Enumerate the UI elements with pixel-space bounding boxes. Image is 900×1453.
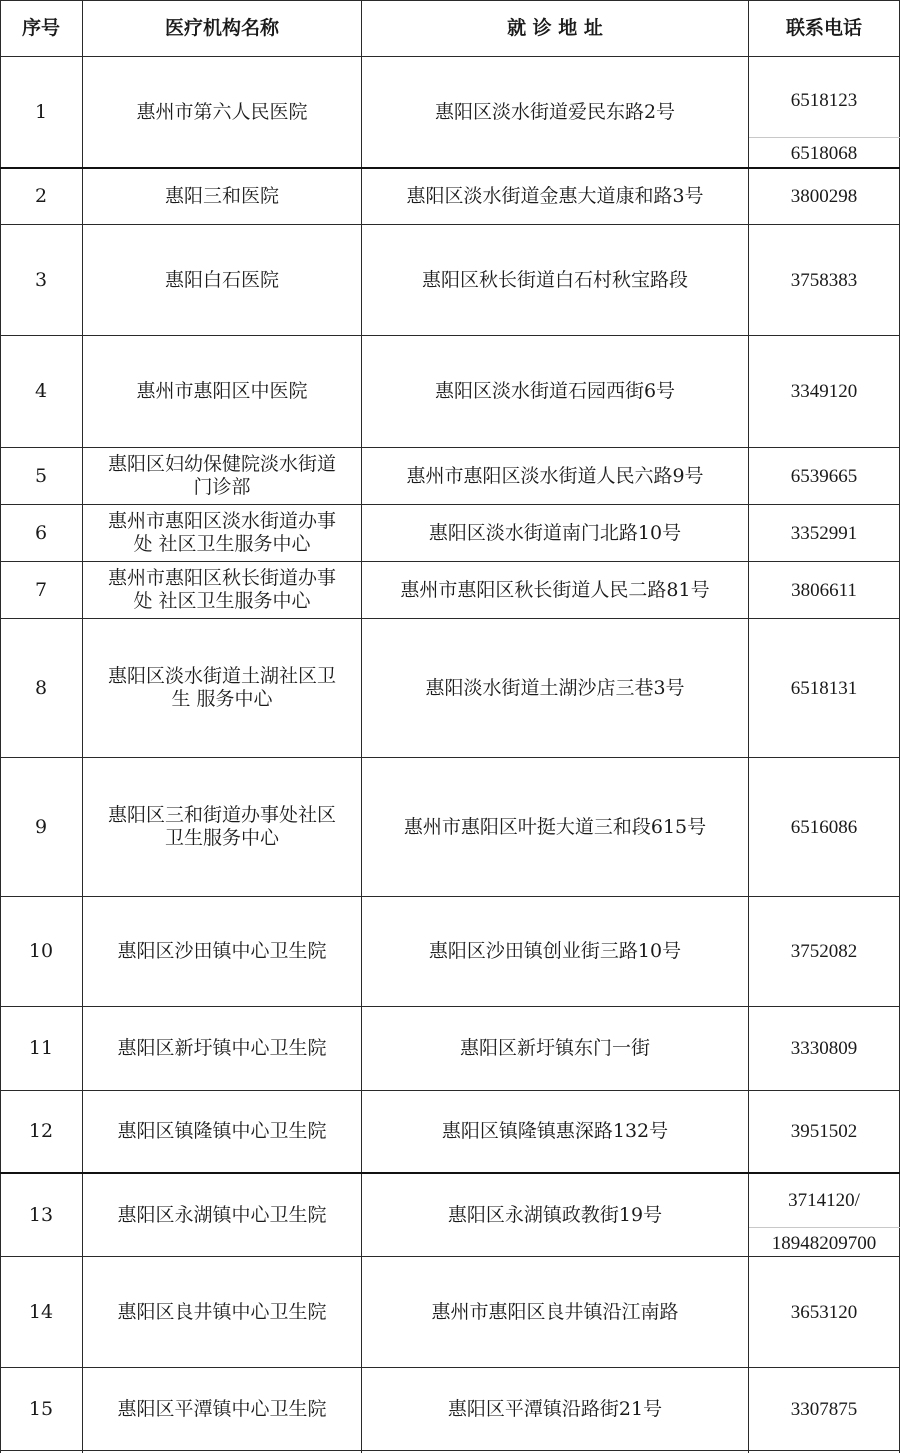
institution-address: 惠阳区平潭镇沿路街21号 xyxy=(447,1397,663,1420)
phone-number: 3758383 xyxy=(790,269,858,291)
row-index: 13 xyxy=(28,1203,54,1226)
row-index: 7 xyxy=(34,578,48,601)
institution-name-line2: 生 服务中心 xyxy=(171,688,273,710)
header-index: 序号 xyxy=(21,17,60,39)
institution-name: 惠州市第六人民医院 xyxy=(136,100,308,123)
institution-name: 惠阳区平潭镇中心卫生院 xyxy=(117,1397,327,1420)
phone-number: 3951502 xyxy=(790,1121,858,1142)
phone-subdivider xyxy=(749,1227,900,1228)
phone-number: 3653120 xyxy=(790,1301,858,1323)
row-index: 3 xyxy=(34,268,48,291)
row-index: 14 xyxy=(28,1300,54,1323)
institution-address: 惠州市惠阳区淡水街道人民六路9号 xyxy=(406,464,704,487)
phone-number: 6539665 xyxy=(790,465,858,487)
institution-name-line1: 惠州市惠阳区秋长街道办事 xyxy=(107,567,336,589)
phone-number: 6518131 xyxy=(790,677,858,699)
institution-address: 惠州市惠阳区秋长街道人民二路81号 xyxy=(400,578,710,601)
institution-name-line1: 惠阳区三和街道办事处社区 xyxy=(107,804,336,826)
institution-name-line2: 处 社区卫生服务中心 xyxy=(133,590,311,612)
row-index: 6 xyxy=(34,521,48,544)
row-index: 2 xyxy=(34,185,48,207)
header-address: 就 诊 地 址 xyxy=(507,17,603,39)
institution-address: 惠阳区秋长街道白石村秋宝路段 xyxy=(421,268,688,291)
institution-address: 惠阳区淡水街道石园西街6号 xyxy=(434,380,676,402)
institution-name-line2: 处 社区卫生服务中心 xyxy=(133,533,311,555)
institution-address: 惠阳区淡水街道金惠大道康和路3号 xyxy=(406,185,704,207)
institution-name xyxy=(83,562,361,618)
row-index: 12 xyxy=(28,1120,54,1142)
institution-name-line2: 卫生服务中心 xyxy=(164,827,279,849)
phone-subdivider xyxy=(749,137,900,138)
phone-number: 3806611 xyxy=(791,579,857,601)
institution-name xyxy=(83,505,361,561)
institution-address: 惠州市惠阳区叶挺大道三和段615号 xyxy=(403,815,707,838)
institution-name xyxy=(83,448,361,504)
phone-number: 3330809 xyxy=(790,1038,858,1059)
phone-number: 3352991 xyxy=(790,522,858,544)
row-index: 15 xyxy=(28,1397,54,1420)
phone-number: 6518123 xyxy=(790,89,858,111)
institution-address: 惠阳淡水街道土湖沙店三巷3号 xyxy=(425,676,685,699)
phone-number: 3752082 xyxy=(790,941,858,962)
institution-name-line2: 门诊部 xyxy=(193,476,251,498)
institution-address: 惠州市惠阳区良井镇沿江南路 xyxy=(431,1300,679,1323)
institution-name xyxy=(83,758,361,896)
institution-name: 惠阳区良井镇中心卫生院 xyxy=(117,1300,327,1323)
row-index: 11 xyxy=(28,1037,54,1059)
institution-name-line1: 惠阳区妇幼保健院淡水街道 xyxy=(107,453,336,475)
table-border-bottom xyxy=(0,1450,900,1451)
institution-address: 惠阳区沙田镇创业街三路10号 xyxy=(428,940,682,962)
institution-name-line1: 惠阳区淡水街道土湖社区卫 xyxy=(107,665,336,687)
phone-number-secondary: 18948209700 xyxy=(771,1232,877,1254)
row-index: 8 xyxy=(34,676,48,699)
institution-address: 惠阳区镇隆镇惠深路132号 xyxy=(441,1120,669,1142)
institution-name-line1: 惠州市惠阳区淡水街道办事 xyxy=(107,510,336,532)
institution-name: 惠州市惠阳区中医院 xyxy=(136,380,308,402)
phone-number: 3714120/ xyxy=(788,1189,860,1211)
institution-name xyxy=(83,619,361,757)
institution-name: 惠阳区新圩镇中心卫生院 xyxy=(117,1037,327,1059)
row-index: 4 xyxy=(34,380,48,402)
row-index: 1 xyxy=(34,100,48,123)
institution-name: 惠阳区沙田镇中心卫生院 xyxy=(117,940,327,962)
institution-address: 惠阳区新圩镇东门一街 xyxy=(459,1037,650,1059)
institution-name: 惠阳区永湖镇中心卫生院 xyxy=(117,1203,327,1226)
institution-address: 惠阳区永湖镇政教街19号 xyxy=(447,1203,663,1226)
institution-address: 惠阳区淡水街道爱民东路2号 xyxy=(434,100,676,123)
row-index: 5 xyxy=(34,464,48,487)
institution-name: 惠阳三和医院 xyxy=(164,185,279,207)
phone-number: 3307875 xyxy=(790,1398,858,1420)
institution-name: 惠阳白石医院 xyxy=(164,268,279,291)
header-name: 医疗机构名称 xyxy=(164,17,279,39)
institution-address: 惠阳区淡水街道南门北路10号 xyxy=(428,521,682,544)
row-index: 9 xyxy=(34,815,48,838)
header-phone: 联系电话 xyxy=(785,17,862,39)
phone-number: 3349120 xyxy=(790,381,858,402)
institution-name: 惠阳区镇隆镇中心卫生院 xyxy=(117,1120,327,1142)
phone-number: 3800298 xyxy=(790,186,858,207)
row-index: 10 xyxy=(28,940,54,962)
phone-number: 6516086 xyxy=(790,816,858,838)
phone-number-secondary: 6518068 xyxy=(790,143,858,164)
